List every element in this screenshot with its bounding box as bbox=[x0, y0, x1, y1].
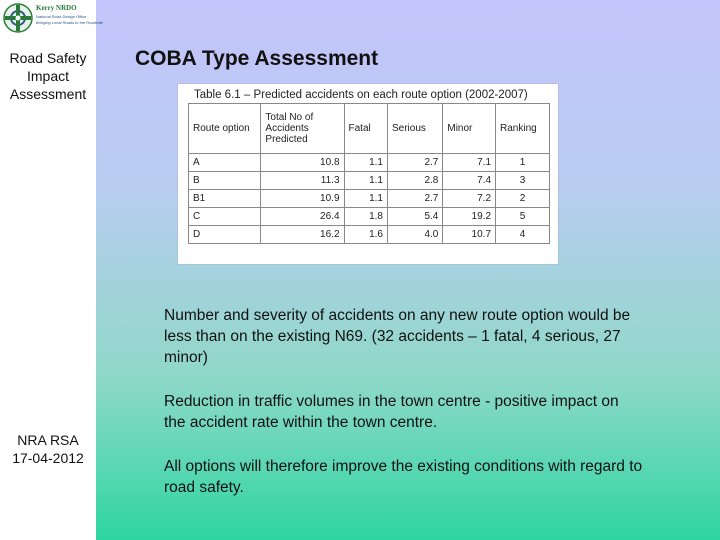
sidebar bbox=[0, 0, 104, 540]
cell-ranking: 2 bbox=[496, 190, 550, 208]
header-total-accidents: Total No of Accidents Predicted bbox=[261, 104, 344, 154]
body-paragraph-severity: Number and severity of accidents on any new route option would be less than on the existing N69. (32 accidents – 1 fatal, 4 serious, 27 minor) bbox=[164, 307, 631, 366]
header-ranking: Ranking bbox=[496, 104, 550, 154]
cell-minor: 7.1 bbox=[443, 154, 496, 172]
kerry-nrdo-logo bbox=[2, 2, 104, 36]
cell-serious: 2.7 bbox=[387, 154, 442, 172]
cell-fatal: 1.1 bbox=[344, 172, 387, 190]
cell-minor: 7.4 bbox=[443, 172, 496, 190]
header-minor: Minor bbox=[443, 104, 496, 154]
table-caption: Table 6.1 – Predicted accidents on each route option (2002-2007) bbox=[194, 89, 528, 101]
sidebar-title: Road Safety Impact Assessment bbox=[9, 50, 87, 102]
table-row bbox=[189, 208, 550, 226]
body-paragraph-traffic: Reduction in traffic volumes in the town centre - positive impact on the accident rate within the town centre. bbox=[164, 393, 619, 431]
cell-fatal: 1.8 bbox=[344, 208, 387, 226]
cell-route-option: B1 bbox=[189, 190, 261, 208]
cell-serious: 5.4 bbox=[387, 208, 442, 226]
cell-fatal: 1.6 bbox=[344, 226, 387, 244]
cell-serious: 2.8 bbox=[387, 172, 442, 190]
header-route-option: Route option bbox=[189, 104, 261, 154]
body-paragraph-conclusion: All options will therefore improve the existing conditions with regard to road safety. bbox=[164, 458, 643, 496]
cell-fatal: 1.1 bbox=[344, 190, 387, 208]
cell-total: 10.8 bbox=[261, 154, 344, 172]
cell-route-option: D bbox=[189, 226, 261, 244]
cell-ranking: 5 bbox=[496, 208, 550, 226]
logo-tagline: Bringing Local Roads to the Roadside bbox=[36, 20, 104, 25]
cell-route-option: B bbox=[189, 172, 261, 190]
cell-ranking: 1 bbox=[496, 154, 550, 172]
header-fatal: Fatal bbox=[344, 104, 387, 154]
celtic-cross-icon bbox=[2, 2, 34, 34]
cell-minor: 19.2 bbox=[443, 208, 496, 226]
cell-total: 26.4 bbox=[261, 208, 344, 226]
table-header-row bbox=[189, 104, 550, 154]
accident-table bbox=[188, 103, 550, 244]
cell-total: 16.2 bbox=[261, 226, 344, 244]
header-serious: Serious bbox=[387, 104, 442, 154]
cell-route-option: C bbox=[189, 208, 261, 226]
cell-minor: 7.2 bbox=[443, 190, 496, 208]
slide-title: COBA Type Assessment bbox=[135, 47, 379, 70]
cell-ranking: 3 bbox=[496, 172, 550, 190]
cell-ranking: 4 bbox=[496, 226, 550, 244]
cell-total: 10.9 bbox=[261, 190, 344, 208]
cell-serious: 2.7 bbox=[387, 190, 442, 208]
table-row bbox=[189, 226, 550, 244]
table-row bbox=[189, 190, 550, 208]
table-row bbox=[189, 172, 550, 190]
sidebar-footer: NRA RSA 17-04-2012 bbox=[12, 432, 84, 466]
cell-total: 11.3 bbox=[261, 172, 344, 190]
table-row bbox=[189, 154, 550, 172]
cell-serious: 4.0 bbox=[387, 226, 442, 244]
cell-minor: 10.7 bbox=[443, 226, 496, 244]
cell-route-option: A bbox=[189, 154, 261, 172]
logo-subtitle: National Road Design Office bbox=[36, 14, 87, 19]
cell-fatal: 1.1 bbox=[344, 154, 387, 172]
accident-table-panel bbox=[178, 84, 558, 264]
logo-title: Kerry NRDO bbox=[36, 4, 77, 12]
